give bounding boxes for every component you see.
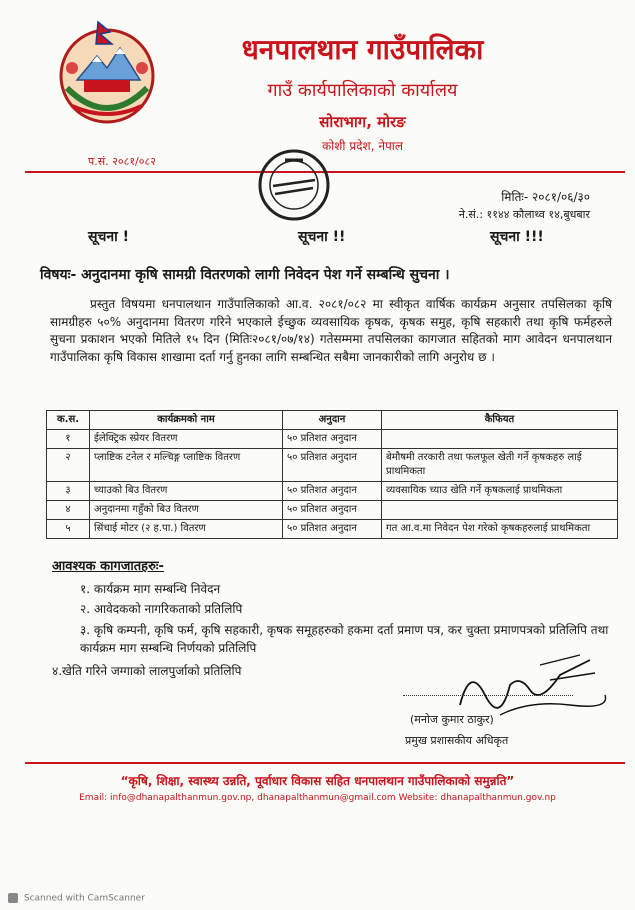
table-row	[47, 482, 618, 501]
website-link[interactable]: dhanapalthanmun.gov.np	[440, 793, 556, 803]
organization-name: धनपालथान गाउँपालिका	[241, 33, 484, 66]
scanner-watermark	[8, 893, 145, 904]
website-label: Website:	[398, 793, 438, 803]
table-cell-remarks: बेमौषमी तरकारी तथा फलफूल खेती गर्ने कृषकहरु लाई प्राथमिकता	[382, 449, 618, 482]
table-cell-sn: ३	[47, 482, 90, 501]
signature-line	[403, 695, 573, 696]
table-cell-subsidy: ५० प्रतिशत अनुदान	[283, 501, 382, 520]
office-location: सोराभाग, मोरङ	[319, 113, 406, 131]
table-header-subsidy: अनुदान	[283, 411, 382, 430]
signer-role: प्रमुख प्रशासकीय अधिकृत	[405, 734, 509, 747]
table-header-row	[47, 411, 618, 430]
notice-label-center: सूचना !!	[298, 229, 346, 245]
notice-body: प्रस्तुत विषयमा धनपालथान गाउँपालिकाको आ.व. २०८१/०८२ मा स्वीकृत वार्षिक कार्यक्रम अनुसार तपसिलका कृषि सामग्रीहरु ५०% अनुदानमा वितरण गरिने भएकाले ईच्छुक व्यवसायिक कृषक, कृषक समुह, कृषि सहकारी तथा कृषि फर्महरुले सुचना प्रकाशन भएको मितिले १५ दिन (मितिः२०८१/०७/१४) गतेसम्ममा तपसिलका कागजात सहितको माग आवेदन धनपालथान गाउँपालिका कृषि विकास शाखामा दर्ता गर्नु हुनका लागि सम्बन्धित सबैमा जानकारीको लागि अनुरोध छ ।	[50, 297, 612, 364]
notice-label-right: सूचना !!!	[490, 229, 544, 245]
table-cell-program: सिंचाई मोटर (२ ह.पा.) वितरण	[90, 520, 283, 539]
table-cell-sn: ४	[47, 501, 90, 520]
table-cell-program: ईलेक्ट्रिक स्प्रेयर वितरण	[90, 430, 283, 449]
table-row	[47, 449, 618, 482]
table-cell-remarks	[382, 430, 618, 449]
table-cell-remarks	[382, 501, 618, 520]
notice-label-left: सूचना !	[88, 229, 130, 245]
table-header-sn: क.स.	[47, 411, 90, 430]
notice-date: मितिः- २०८१/०६/३०	[501, 190, 590, 204]
table-cell-program: प्लाष्टिक टनेल र मल्चिङ्ग प्लाष्टिक वितरण	[90, 449, 283, 482]
table-row	[47, 430, 618, 449]
nepal-sambat-date: ने.सं.: ११४४ कौलाथ्व १४,बुधबार	[458, 208, 590, 221]
table-cell-subsidy: ५० प्रतिशत अनुदान	[283, 520, 382, 539]
signer-name: (मनोज कुमार ठाकुर)	[410, 713, 494, 726]
table-header-remarks: कैफियत	[382, 411, 618, 430]
required-documents-title: आवश्यक कागजातहरुः-	[52, 559, 164, 574]
table-row	[47, 501, 618, 520]
office-name: गाउँ कार्यपालिकाको कार्यालय	[267, 80, 458, 101]
notice-subject: विषयः- अनुदानमा कृषि सामग्री वितरणको लागी निवेदन पेश गर्ने सम्बन्धि सुचना ।	[40, 267, 450, 283]
table-cell-remarks: व्यवसायिक च्याउ खेति गर्ने कृषकलाई प्राथमिकता	[382, 482, 618, 501]
office-province: कोशी प्रदेश, नेपाल	[321, 139, 404, 153]
reference-number: प.सं. २०८१/०८२	[88, 155, 156, 168]
document-item: २. आवेदकको नागरिकताको प्रतिलिपि	[80, 602, 243, 616]
table-header-program: कार्यक्रमको नाम	[90, 411, 283, 430]
email-label: Email:	[79, 793, 108, 803]
footer-motto: “कृषि, शिक्षा, स्वास्थ्य उन्नति, पूर्वाधार विकास सहित धनपालथान गाउँपालिकाको समुन्नति”	[120, 774, 515, 788]
table-cell-sn: १	[47, 430, 90, 449]
table-cell-remarks: गत आ.व.मा निवेदन पेश गरेको कृषकहरुलाई प्राथमिकता	[382, 520, 618, 539]
office-seal-icon	[255, 146, 333, 224]
table-cell-sn: २	[47, 449, 90, 482]
footer-divider	[25, 762, 625, 764]
table-row	[47, 520, 618, 539]
table-cell-sn: ५	[47, 520, 90, 539]
table-cell-subsidy: ५० प्रतिशत अनुदान	[283, 430, 382, 449]
camscanner-icon	[8, 893, 18, 903]
table-cell-program: अनुदानमा गहुँको बिउ वितरण	[90, 501, 283, 520]
document-item: ४.खेति गरिने जग्गाको लालपुर्जाको प्रतिलिपि	[52, 664, 242, 678]
document-item: ३. कृषि कम्पनी, कृषि फर्म, कृषि सहकारी, कृषक समूहहरुको हकमा दर्ता प्रमाण पत्र, कर चुक्ता प्रमाणपत्रको प्रतिलिपि तथा कार्यक्रम माग सम्बन्धि निर्णयको प्रतिलिपि	[80, 623, 609, 655]
table-cell-subsidy: ५० प्रतिशत अनुदान	[283, 449, 382, 482]
footer-contacts	[0, 793, 635, 803]
email-link-2[interactable]: dhanapalthanmun@gmail.com	[257, 793, 396, 803]
email-link-1[interactable]: info@dhanapalthanmun.gov.np,	[110, 793, 255, 803]
table-cell-subsidy: ५० प्रतिशत अनुदान	[283, 482, 382, 501]
document-item: १. कार्यक्रम माग सम्बन्धि निवेदन	[80, 582, 221, 596]
table-cell-program: च्याउको बिउ वितरण	[90, 482, 283, 501]
program-table	[46, 410, 618, 539]
watermark-text: Scanned with CamScanner	[23, 893, 145, 904]
